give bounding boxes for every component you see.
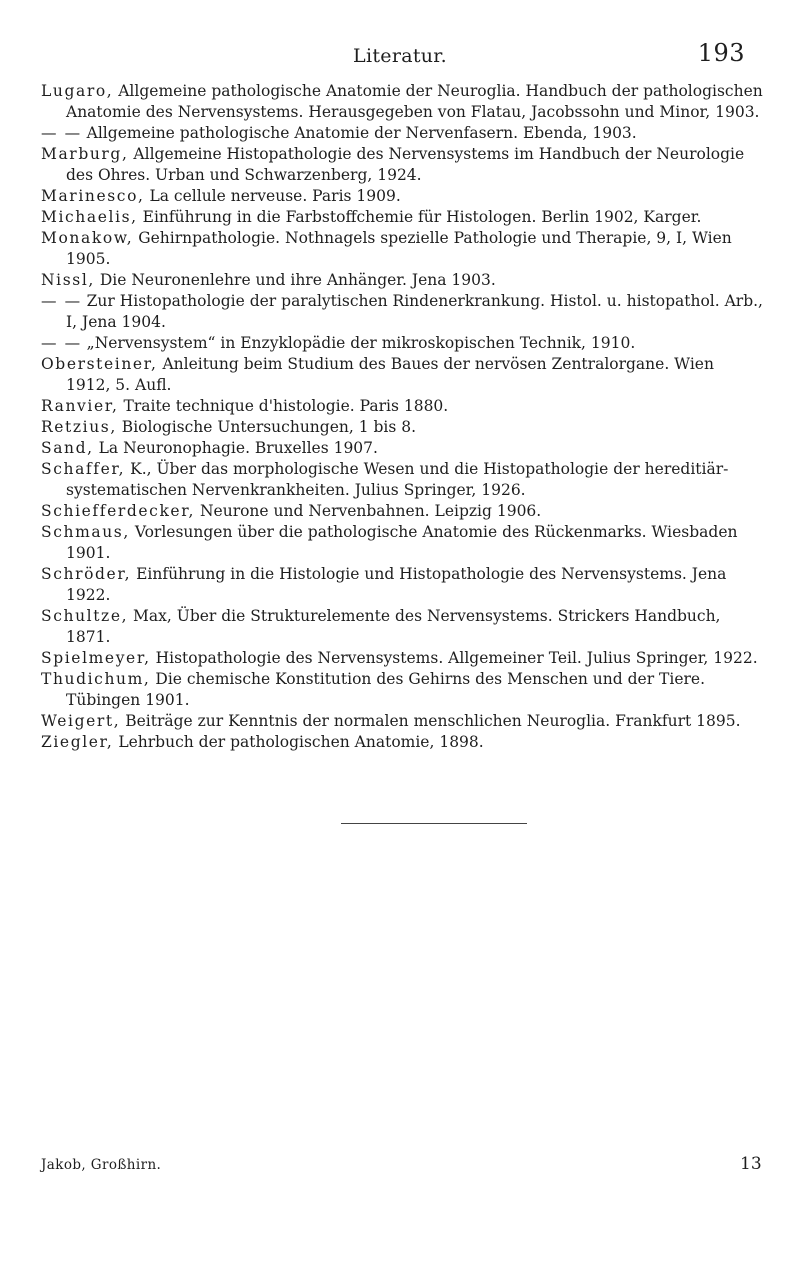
reference-text: Anleitung beim Studium des Baues der nervösen Zentralorgane. Wien 1912, 5. Aufl. (66, 355, 714, 394)
reference-entry (41, 123, 763, 144)
reference-entry (41, 186, 763, 207)
footer-sheet-number: 13 (740, 1154, 762, 1174)
reference-text: K., Über das morphologische Wesen und die Histopathologie der hereditiär-systematischen Nervenkrankheiten. Julius Springer, 1926. (66, 460, 729, 499)
reference-text: Traite technique d'histologie. Paris 1880. (118, 397, 449, 415)
reference-author: Schröder, (41, 565, 132, 583)
reference-entry (41, 501, 763, 522)
reference-entry (41, 291, 763, 333)
reference-author: Schmaus, (41, 523, 130, 541)
reference-text: Vorlesungen über die pathologische Anatomie des Rückenmarks. Wiesbaden 1901. (66, 523, 738, 562)
reference-entry (41, 732, 763, 753)
reference-text: Max, Über die Strukturelemente des Nervensystems. Strickers Handbuch, 1871. (66, 607, 721, 646)
reference-author: Lugaro, (41, 82, 114, 100)
reference-author: Michaelis, (41, 208, 138, 226)
reference-entry (41, 81, 763, 123)
reference-entry (41, 438, 763, 459)
reference-text: Einführung in die Histologie und Histopathologie des Nervensystems. Jena 1922. (66, 565, 727, 604)
reference-entry (41, 669, 763, 711)
reference-author: Weigert, (41, 712, 121, 730)
reference-text: Lehrbuch der pathologischen Anatomie, 1898. (113, 733, 484, 751)
reference-author: — — (41, 334, 82, 352)
reference-entry (41, 522, 763, 564)
section-divider (341, 823, 527, 824)
page-header-title: Literatur. (353, 45, 447, 67)
reference-list (41, 81, 763, 753)
reference-author: Marinesco, (41, 187, 145, 205)
reference-entry (41, 606, 763, 648)
reference-text: Allgemeine pathologische Anatomie der Nervenfasern. Ebenda, 1903. (81, 124, 637, 142)
reference-text: Allgemeine Histopathologie des Nervensystems im Handbuch der Neurologie des Ohres. Urban und Schwarzenberg, 1924. (66, 145, 745, 184)
reference-entry (41, 417, 763, 438)
reference-text: La Neuronophagie. Bruxelles 1907. (93, 439, 378, 457)
reference-author: Monakow, (41, 229, 134, 247)
reference-text: La cellule nerveuse. Paris 1909. (144, 187, 401, 205)
reference-entry (41, 270, 763, 291)
reference-author: Obersteiner, (41, 355, 158, 373)
reference-entry (41, 711, 763, 732)
reference-author: Ranvier, (41, 397, 119, 415)
reference-entry (41, 333, 763, 354)
reference-text: Allgemeine pathologische Anatomie der Neuroglia. Handbuch der pathologischen Anatomie des Nervensystems. Herausgegeben von Flatau, Jacobssohn und Minor, 1903. (66, 82, 763, 121)
reference-text: „Nervensystem“ in Enzyklopädie der mikroskopischen Technik, 1910. (81, 334, 636, 352)
reference-entry (41, 207, 763, 228)
reference-author: — — (41, 292, 82, 310)
reference-text: Gehirnpathologie. Nothnagels spezielle Pathologie und Therapie, 9, I, Wien 1905. (66, 229, 732, 268)
reference-text: Biologische Untersuchungen, 1 bis 8. (116, 418, 417, 436)
reference-author: Schaffer, (41, 460, 126, 478)
reference-entry (41, 144, 763, 186)
reference-author: Schiefferdecker, (41, 502, 196, 520)
reference-author: Nissl, (41, 271, 95, 289)
footer-signature: Jakob, Großhirn. (41, 1157, 162, 1173)
reference-entry (41, 564, 763, 606)
reference-entry (41, 228, 763, 270)
reference-text: Einführung in die Farbstoffchemie für Histologen. Berlin 1902, Karger. (137, 208, 702, 226)
reference-text: Die Neuronenlehre und ihre Anhänger. Jena 1903. (94, 271, 496, 289)
reference-author: Ziegler, (41, 733, 114, 751)
reference-text: Neurone und Nervenbahnen. Leipzig 1906. (195, 502, 542, 520)
reference-entry (41, 648, 763, 669)
reference-author: Thudichum, (41, 670, 151, 688)
reference-author: Marburg, (41, 145, 129, 163)
reference-author: Schultze, (41, 607, 129, 625)
page-number: 193 (697, 39, 745, 67)
reference-author: Retzius, (41, 418, 117, 436)
reference-text: Die chemische Konstitution des Gehirns des Menschen und der Tiere. Tübingen 1901. (66, 670, 706, 709)
reference-text: Histopathologie des Nervensystems. Allgemeiner Teil. Julius Springer, 1922. (150, 649, 758, 667)
reference-text: Beiträge zur Kenntnis der normalen menschlichen Neuroglia. Frankfurt 1895. (120, 712, 741, 730)
reference-author: Spielmeyer, (41, 649, 151, 667)
reference-author: Sand, (41, 439, 94, 457)
reference-entry (41, 396, 763, 417)
reference-author: — — (41, 124, 82, 142)
reference-entry (41, 354, 763, 396)
reference-entry (41, 459, 763, 501)
reference-text: Zur Histopathologie der paralytischen Rindenerkrankung. Histol. u. histopathol. Arb., I, Jena 1904. (66, 292, 763, 331)
